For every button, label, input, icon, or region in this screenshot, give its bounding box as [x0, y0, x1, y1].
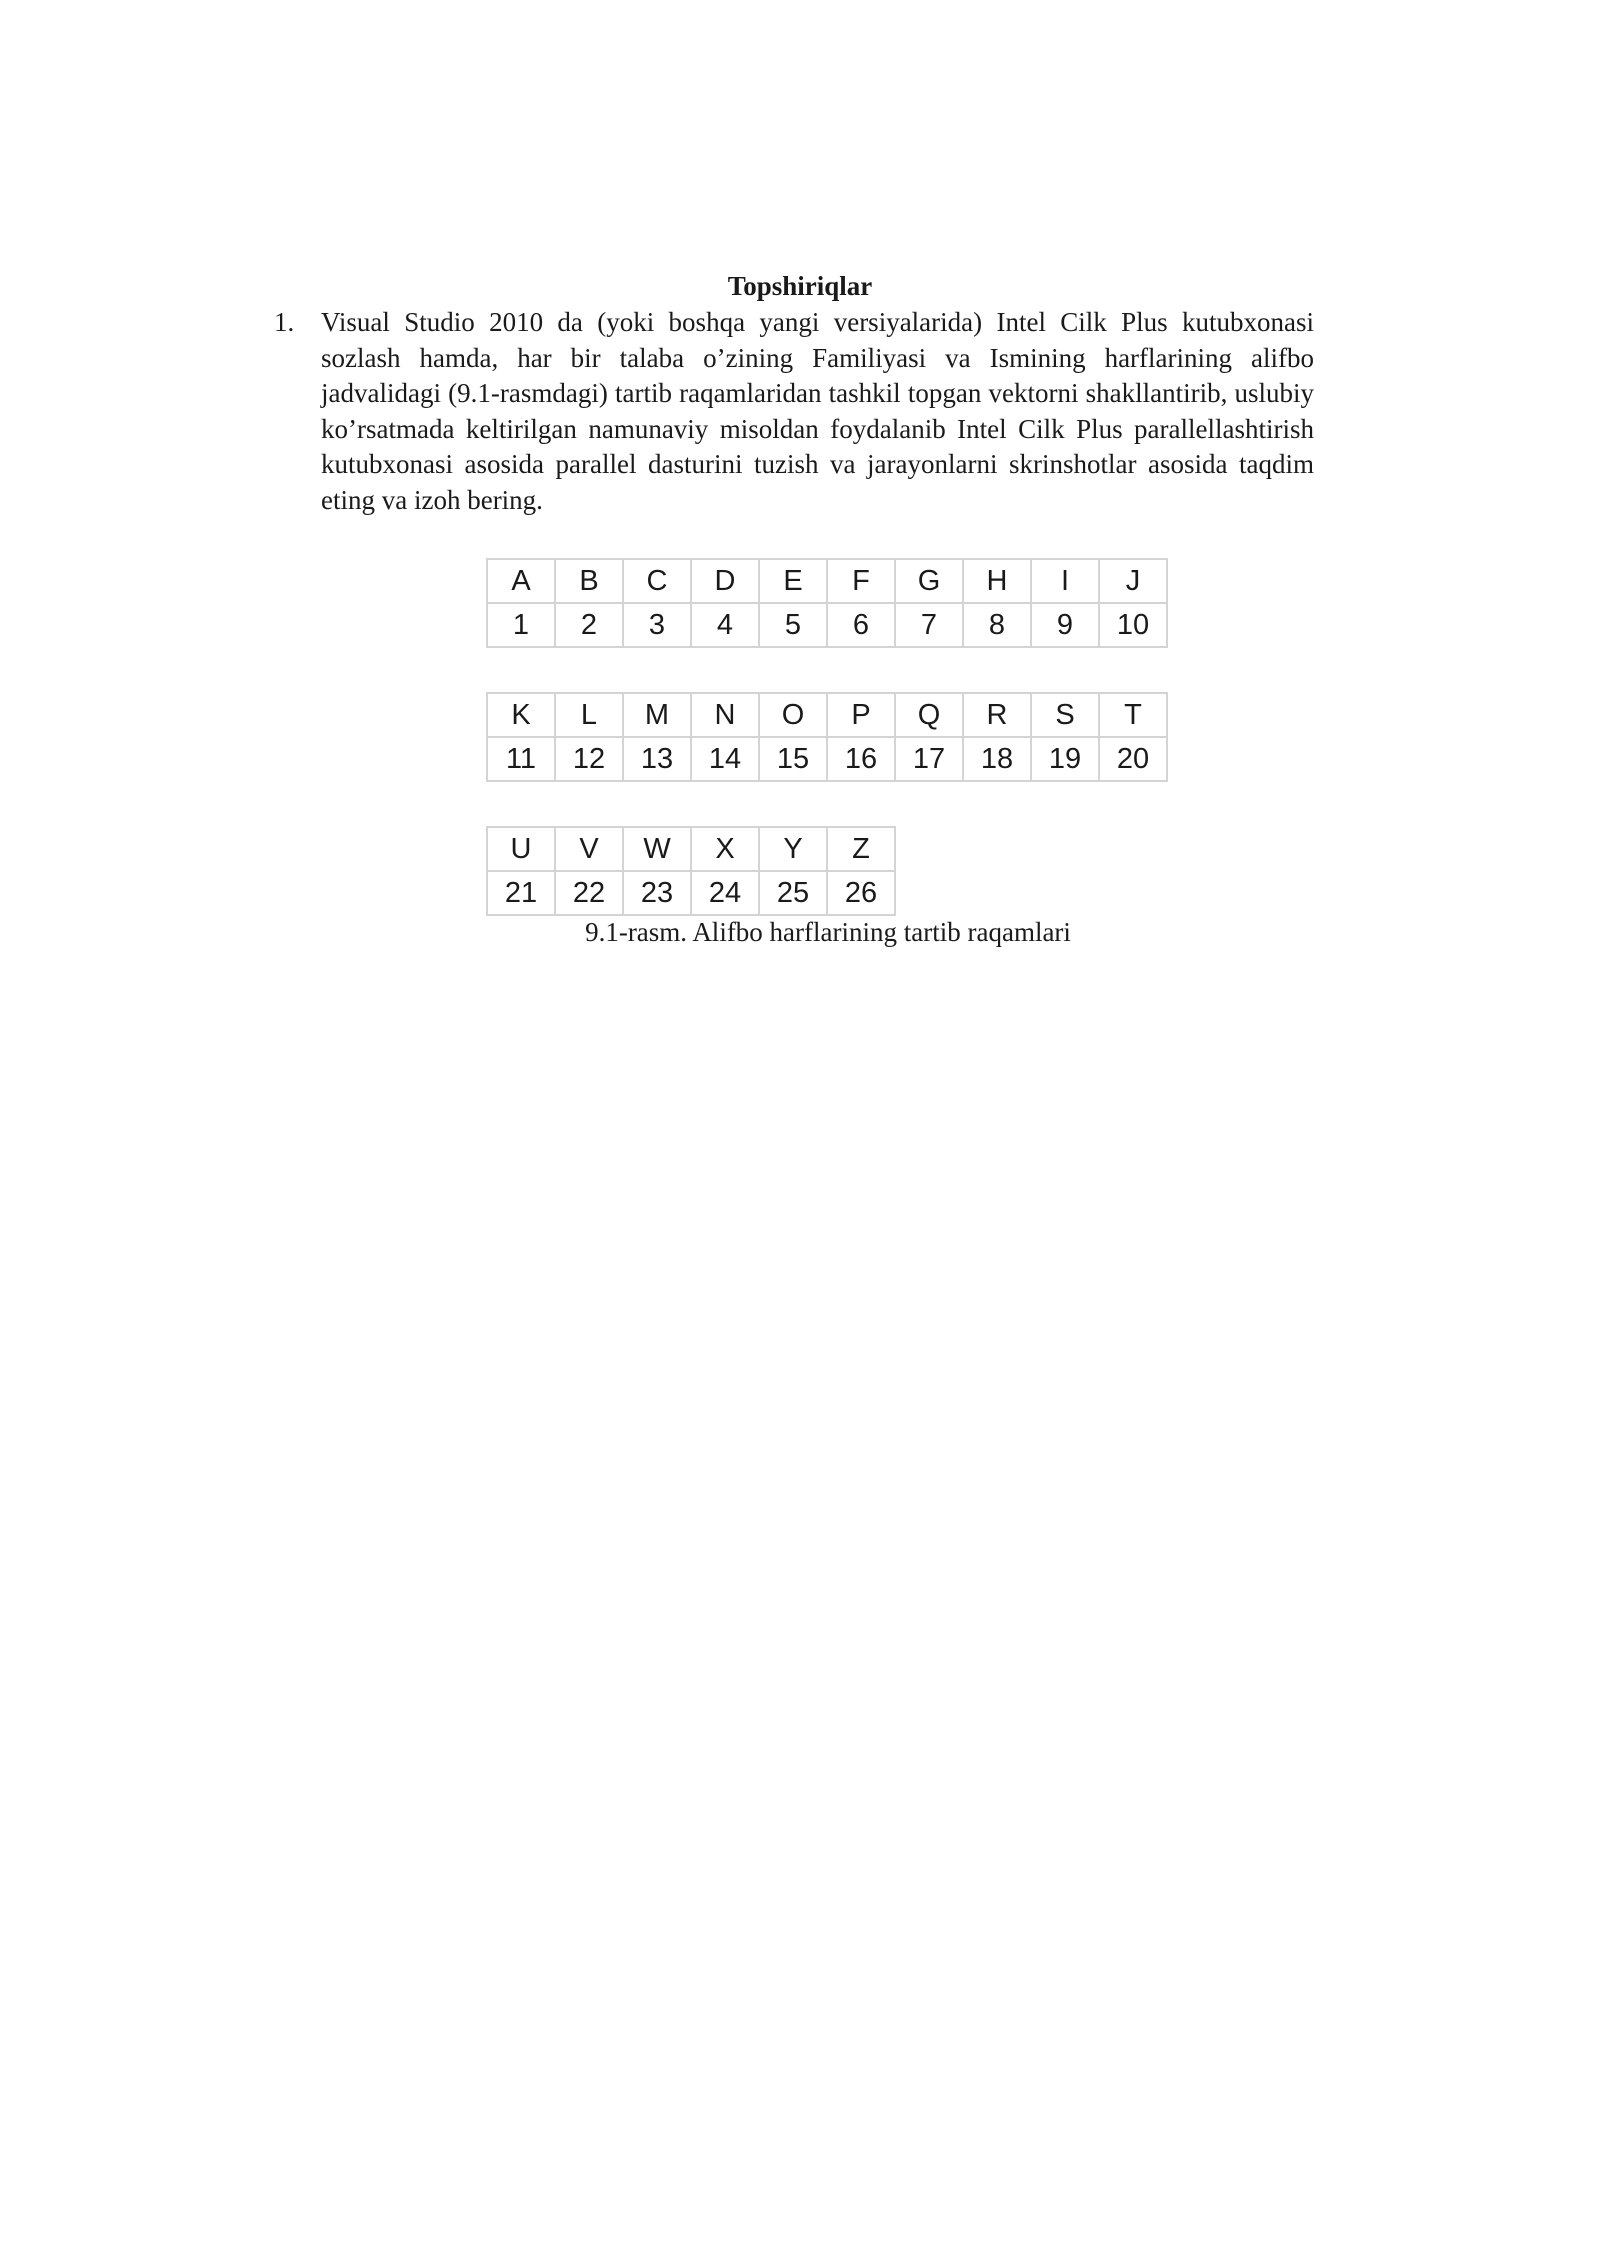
letter-cell: K: [487, 693, 555, 737]
letter-cell: G: [895, 559, 963, 603]
letter-cell: L: [555, 693, 623, 737]
number-cell: 10: [1099, 603, 1167, 647]
letter-cell: W: [623, 827, 691, 871]
page-title: Topshiriqlar: [727, 271, 873, 301]
number-cell: 7: [895, 603, 963, 647]
letter-cell: T: [1099, 693, 1167, 737]
figure-caption: 9.1-rasm. Alifbo harflarining tartib raqamlari: [585, 917, 1071, 947]
number-cell: 1: [487, 603, 555, 647]
letter-cell: X: [691, 827, 759, 871]
number-cell: 8: [963, 603, 1031, 647]
alphabet-table: [486, 692, 1168, 782]
letter-cell: S: [1031, 693, 1099, 737]
number-cell: 22: [555, 871, 623, 915]
number-cell: 20: [1099, 737, 1167, 781]
number-cell: 9: [1031, 603, 1099, 647]
letter-cell: J: [1099, 559, 1167, 603]
number-cell: 3: [623, 603, 691, 647]
number-cell: 14: [691, 737, 759, 781]
alphabet-table: [486, 826, 896, 916]
number-row: [487, 603, 1167, 647]
letter-cell: F: [827, 559, 895, 603]
letter-cell: V: [555, 827, 623, 871]
letter-cell: O: [759, 693, 827, 737]
number-cell: 21: [487, 871, 555, 915]
letter-row: [487, 827, 895, 871]
letter-cell: I: [1031, 559, 1099, 603]
number-row: [487, 871, 895, 915]
letter-cell: H: [963, 559, 1031, 603]
number-cell: 2: [555, 603, 623, 647]
number-cell: 4: [691, 603, 759, 647]
number-cell: 5: [759, 603, 827, 647]
letter-cell: Y: [759, 827, 827, 871]
letter-row: [487, 559, 1167, 603]
number-cell: 16: [827, 737, 895, 781]
letter-cell: R: [963, 693, 1031, 737]
number-cell: 19: [1031, 737, 1099, 781]
letter-row: [487, 693, 1167, 737]
letter-cell: E: [759, 559, 827, 603]
letter-cell: A: [487, 559, 555, 603]
letter-cell: P: [827, 693, 895, 737]
number-cell: 15: [759, 737, 827, 781]
number-cell: 17: [895, 737, 963, 781]
number-cell: 25: [759, 871, 827, 915]
number-cell: 23: [623, 871, 691, 915]
letter-cell: C: [623, 559, 691, 603]
number-cell: 6: [827, 603, 895, 647]
number-cell: 18: [963, 737, 1031, 781]
alphabet-table: [486, 558, 1168, 648]
number-cell: 24: [691, 871, 759, 915]
letter-cell: N: [691, 693, 759, 737]
task-text: Visual Studio 2010 da (yoki boshqa yangi versiyalarida) Intel Cilk Plus kutubxonasi sozlash hamda, har bir talaba o’zining Familiyasi va Ismining harflarining alifbo jadvalidagi (9.1-rasmdagi) tartib raqamlaridan tashkil topgan vektorni shakllantirib, uslubiy ko’rsatmada keltirilgan namunaviy misoldan foydalanib Intel Cilk Plus parallellashtirish kutubxonasi asosida parallel dasturini tuzish va jarayonlarni skrinshotlar asosida taqdim eting va izoh bering.: [321, 307, 1314, 515]
alphabet-tables: [486, 558, 1168, 960]
number-cell: 12: [555, 737, 623, 781]
letter-cell: U: [487, 827, 555, 871]
task-item: [274, 305, 1314, 518]
task-number: 1.: [274, 307, 295, 337]
letter-cell: D: [691, 559, 759, 603]
letter-cell: Z: [827, 827, 895, 871]
number-cell: 26: [827, 871, 895, 915]
number-cell: 11: [487, 737, 555, 781]
letter-cell: M: [623, 693, 691, 737]
letter-cell: Q: [895, 693, 963, 737]
number-cell: 13: [623, 737, 691, 781]
letter-cell: B: [555, 559, 623, 603]
number-row: [487, 737, 1167, 781]
